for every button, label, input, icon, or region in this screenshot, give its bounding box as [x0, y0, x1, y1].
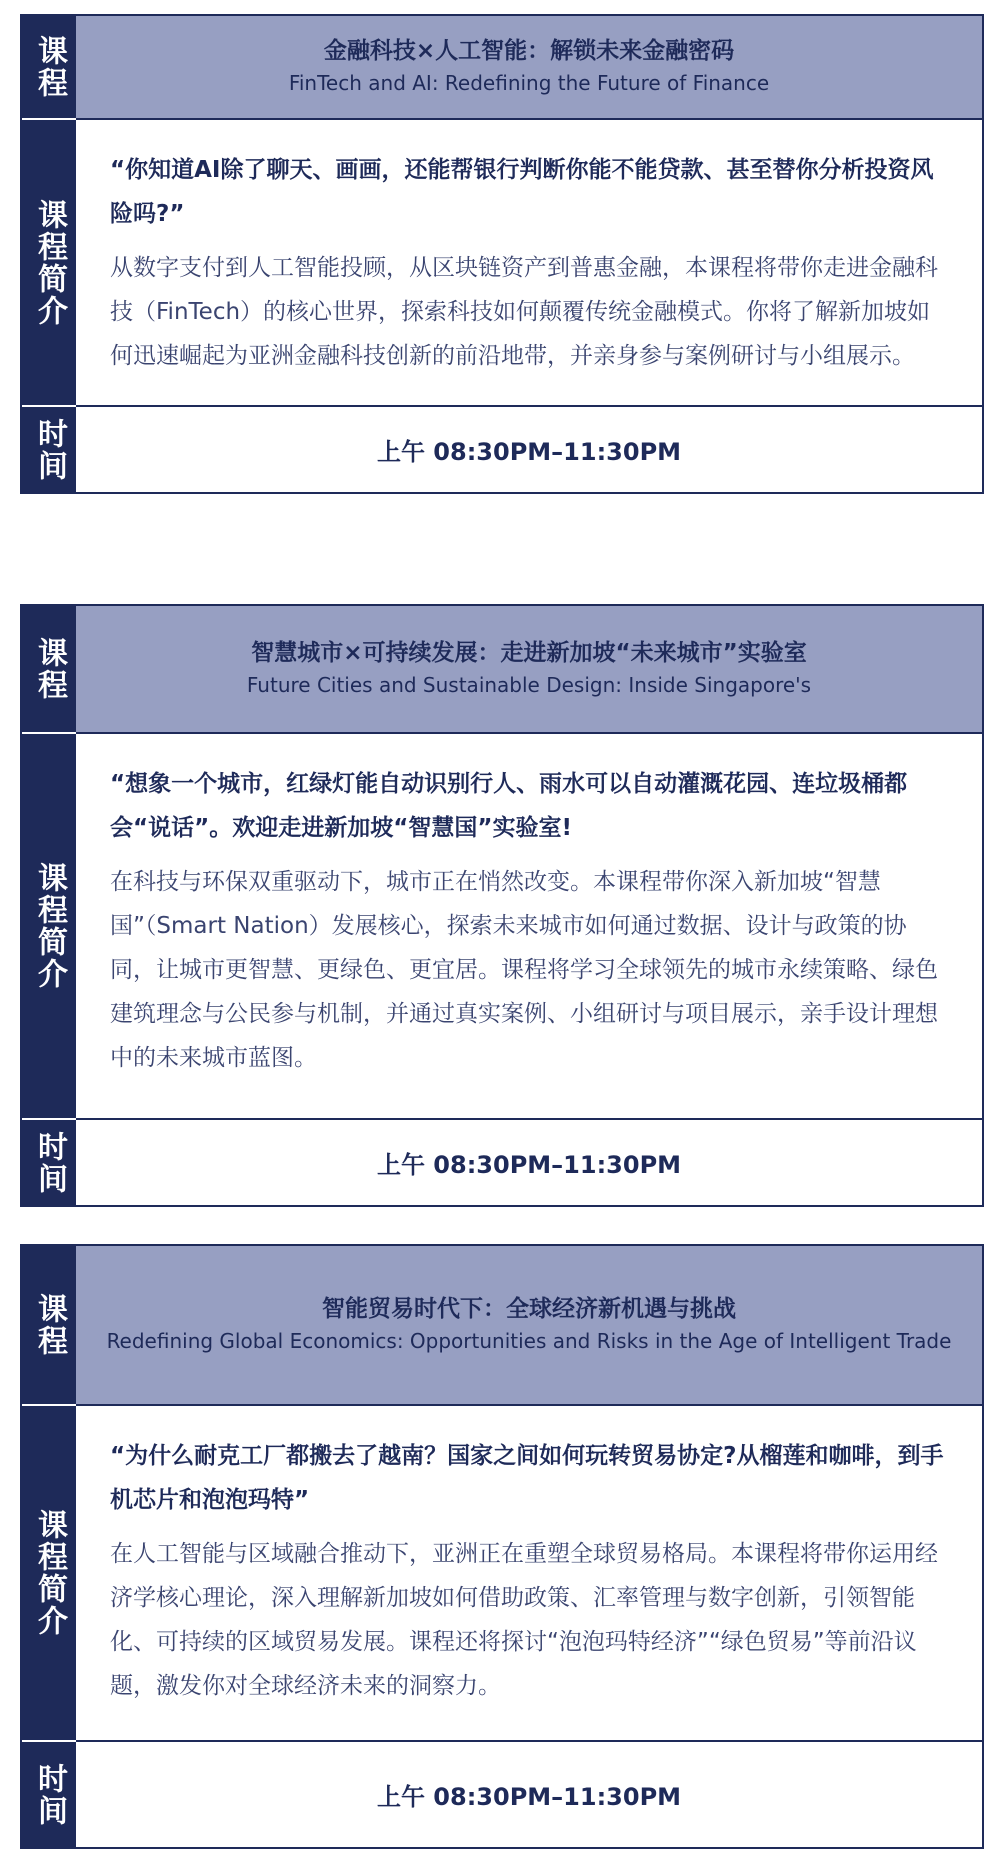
course-hook: “想象一个城市，红绿灯能自动识别行人、雨水可以自动灌溉花园、连垃圾桶都会“说话”。欢迎走进新加坡“智慧国”实验室! [110, 771, 908, 841]
time-label: 时间 [22, 1120, 76, 1205]
course-title [76, 16, 982, 120]
course-description: 从数字支付到人工智能投顾，从区块链资产到普惠金融，本课程将带你走进金融科技（FinTech）的核心世界，探索科技如何颠覆传统金融模式。你将了解新加坡如何迅速崛起为亚洲金融科技创新的前沿地带，并亲身参与案例研讨与小组展示。 [110, 255, 938, 369]
time-label: 时间 [22, 1742, 76, 1847]
course-title [76, 606, 982, 734]
course-intro [76, 734, 982, 1120]
course-label: 课程 [22, 16, 76, 120]
course-hook: “你知道AI除了聊天、画画，还能帮银行判断你能不能贷款、甚至替你分析投资风险吗?” [110, 157, 934, 227]
course-card-2 [20, 604, 984, 1207]
course-label: 课程 [22, 606, 76, 734]
course-title [76, 1246, 982, 1406]
time-label: 时间 [22, 407, 76, 492]
course-title-zh: 金融科技×人工智能：解锁未来金融密码 [323, 38, 735, 64]
course-description: 在科技与环保双重驱动下，城市正在悄然改变。本课程带你深入新加坡“智慧国”（Smart Nation）发展核心，探索未来城市如何通过数据、设计与政策的协同，让城市更智慧、更绿色、更宜居。课程将学习全球领先的城市永续策略、绿色建筑理念与公民参与机制，并通过真实案例、小组研讨与项目展示，亲手设计理想中的未来城市蓝图。 [110, 869, 938, 1071]
course-description: 在人工智能与区域融合推动下，亚洲正在重塑全球贸易格局。本课程将带你运用经济学核心理论，深入理解新加坡如何借助政策、汇率管理与数字创新，引领智能化、可持续的区域贸易发展。课程还将探讨“泡泡玛特经济”“绿色贸易”等前沿议题，激发你对全球经济未来的洞察力。 [110, 1541, 938, 1699]
course-title-en: Future Cities and Sustainable Design: Inside Singapore's [246, 673, 812, 697]
intro-label: 课程简介 [22, 120, 76, 407]
course-time: 上午 08:30PM–11:30PM [376, 1151, 682, 1179]
course-label: 课程 [22, 1246, 76, 1406]
course-title-zh: 智慧城市×可持续发展：走进新加坡“未来城市”实验室 [251, 640, 807, 666]
intro-label: 课程简介 [22, 734, 76, 1120]
course-title-en: FinTech and AI: Redefining the Future of Finance [288, 71, 770, 95]
course-card-1 [20, 14, 984, 494]
course-card-3 [20, 1244, 984, 1849]
course-hook: “为什么耐克工厂都搬去了越南？国家之间如何玩转贸易协定?从榴莲和咖啡，到手机芯片和泡泡玛特” [110, 1443, 944, 1513]
course-time: 上午 08:30PM–11:30PM [376, 438, 682, 466]
course-title-zh: 智能贸易时代下：全球经济新机遇与挑战 [322, 1296, 736, 1322]
course-intro [76, 1406, 982, 1742]
course-intro [76, 120, 982, 407]
course-time: 上午 08:30PM–11:30PM [376, 1783, 682, 1811]
course-title-en: Redefining Global Economics: Opportunities and Risks in the Age of Intelligent Trade [106, 1329, 952, 1353]
intro-label: 课程简介 [22, 1406, 76, 1742]
